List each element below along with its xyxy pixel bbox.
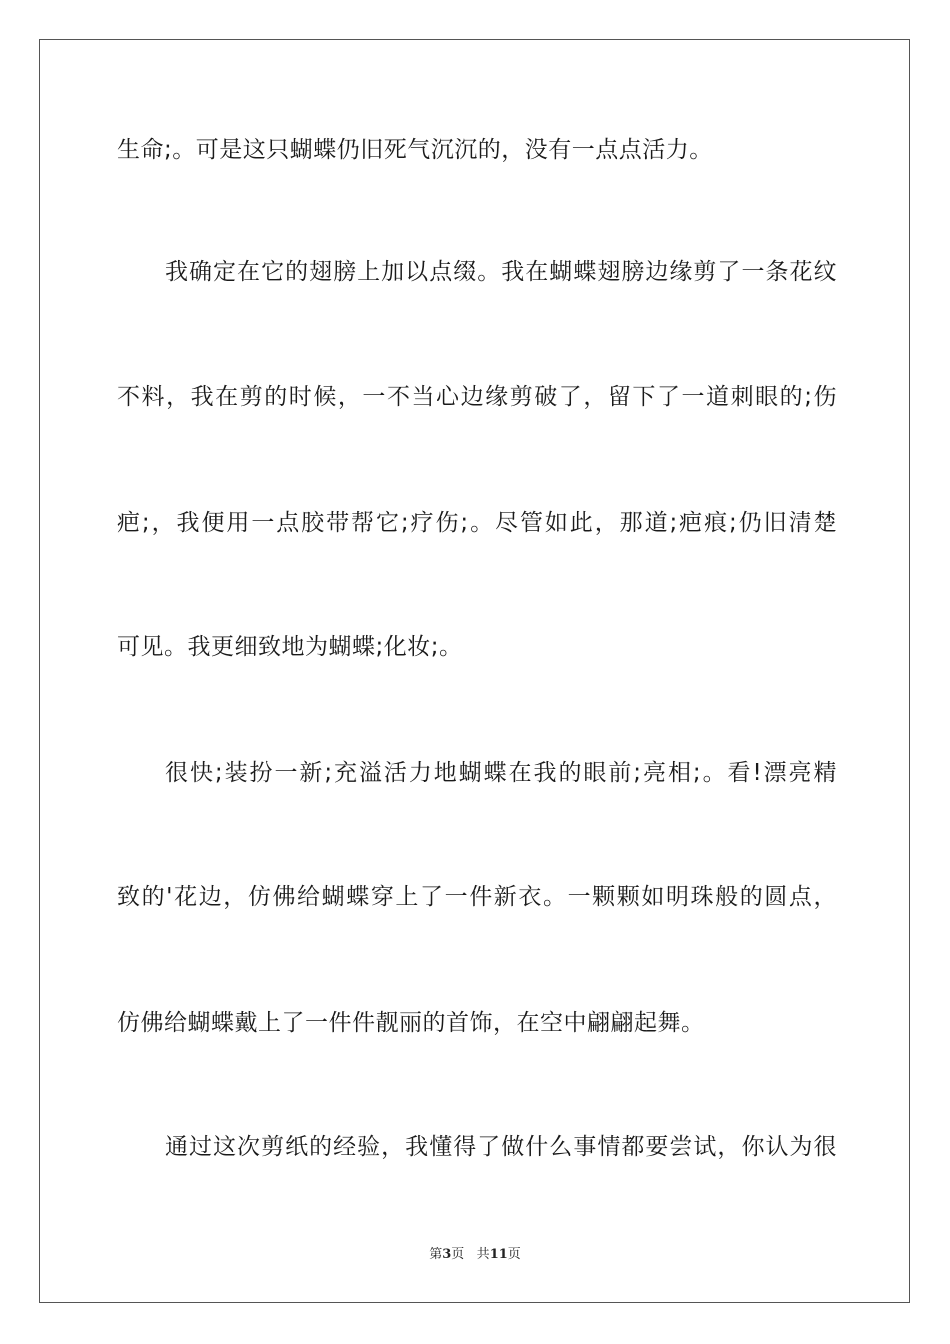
paragraph-line: 很快;装扮一新;充溢活力地蝴蝶在我的眼前;亮相;。看!漂亮精 [165,760,837,786]
paragraph-line: 生命;。可是这只蝴蝶仍旧死气沉沉的，没有一点点活力。 [117,137,713,163]
paragraph-line: 疤;，我便用一点胶带帮它;疗伤;。尽管如此，那道;疤痕;仍旧清楚 [117,510,837,536]
total-prefix: 共 [476,1247,490,1262]
paragraph-line: 通过这次剪纸的经验，我懂得了做什么事情都要尝试，你认为很 [165,1134,837,1160]
page-prefix: 第 [429,1247,443,1262]
current-page-number: 3 [442,1247,452,1262]
paragraph-line: 可见。我更细致地为蝴蝶;化妆;。 [117,634,463,660]
paragraph-line: 仿佛给蝴蝶戴上了一件件靓丽的首饰，在空中翩翩起舞。 [117,1010,705,1036]
paragraph-line: 致的'花边，仿佛给蝴蝶穿上了一件新衣。一颗颗如明珠般的圆点， [117,884,837,910]
paragraph-line: 不料，我在剪的时候，一不当心边缘剪破了，留下了一道刺眼的;伤 [117,384,837,410]
page-footer [0,1246,950,1264]
page-border [39,39,910,1303]
total-page-count: 11 [489,1247,508,1262]
page-suffix: 页 [451,1247,465,1262]
paragraph-line: 我确定在它的翅膀上加以点缀。我在蝴蝶翅膀边缘剪了一条花纹 [165,259,837,285]
total-suffix: 页 [507,1247,521,1262]
